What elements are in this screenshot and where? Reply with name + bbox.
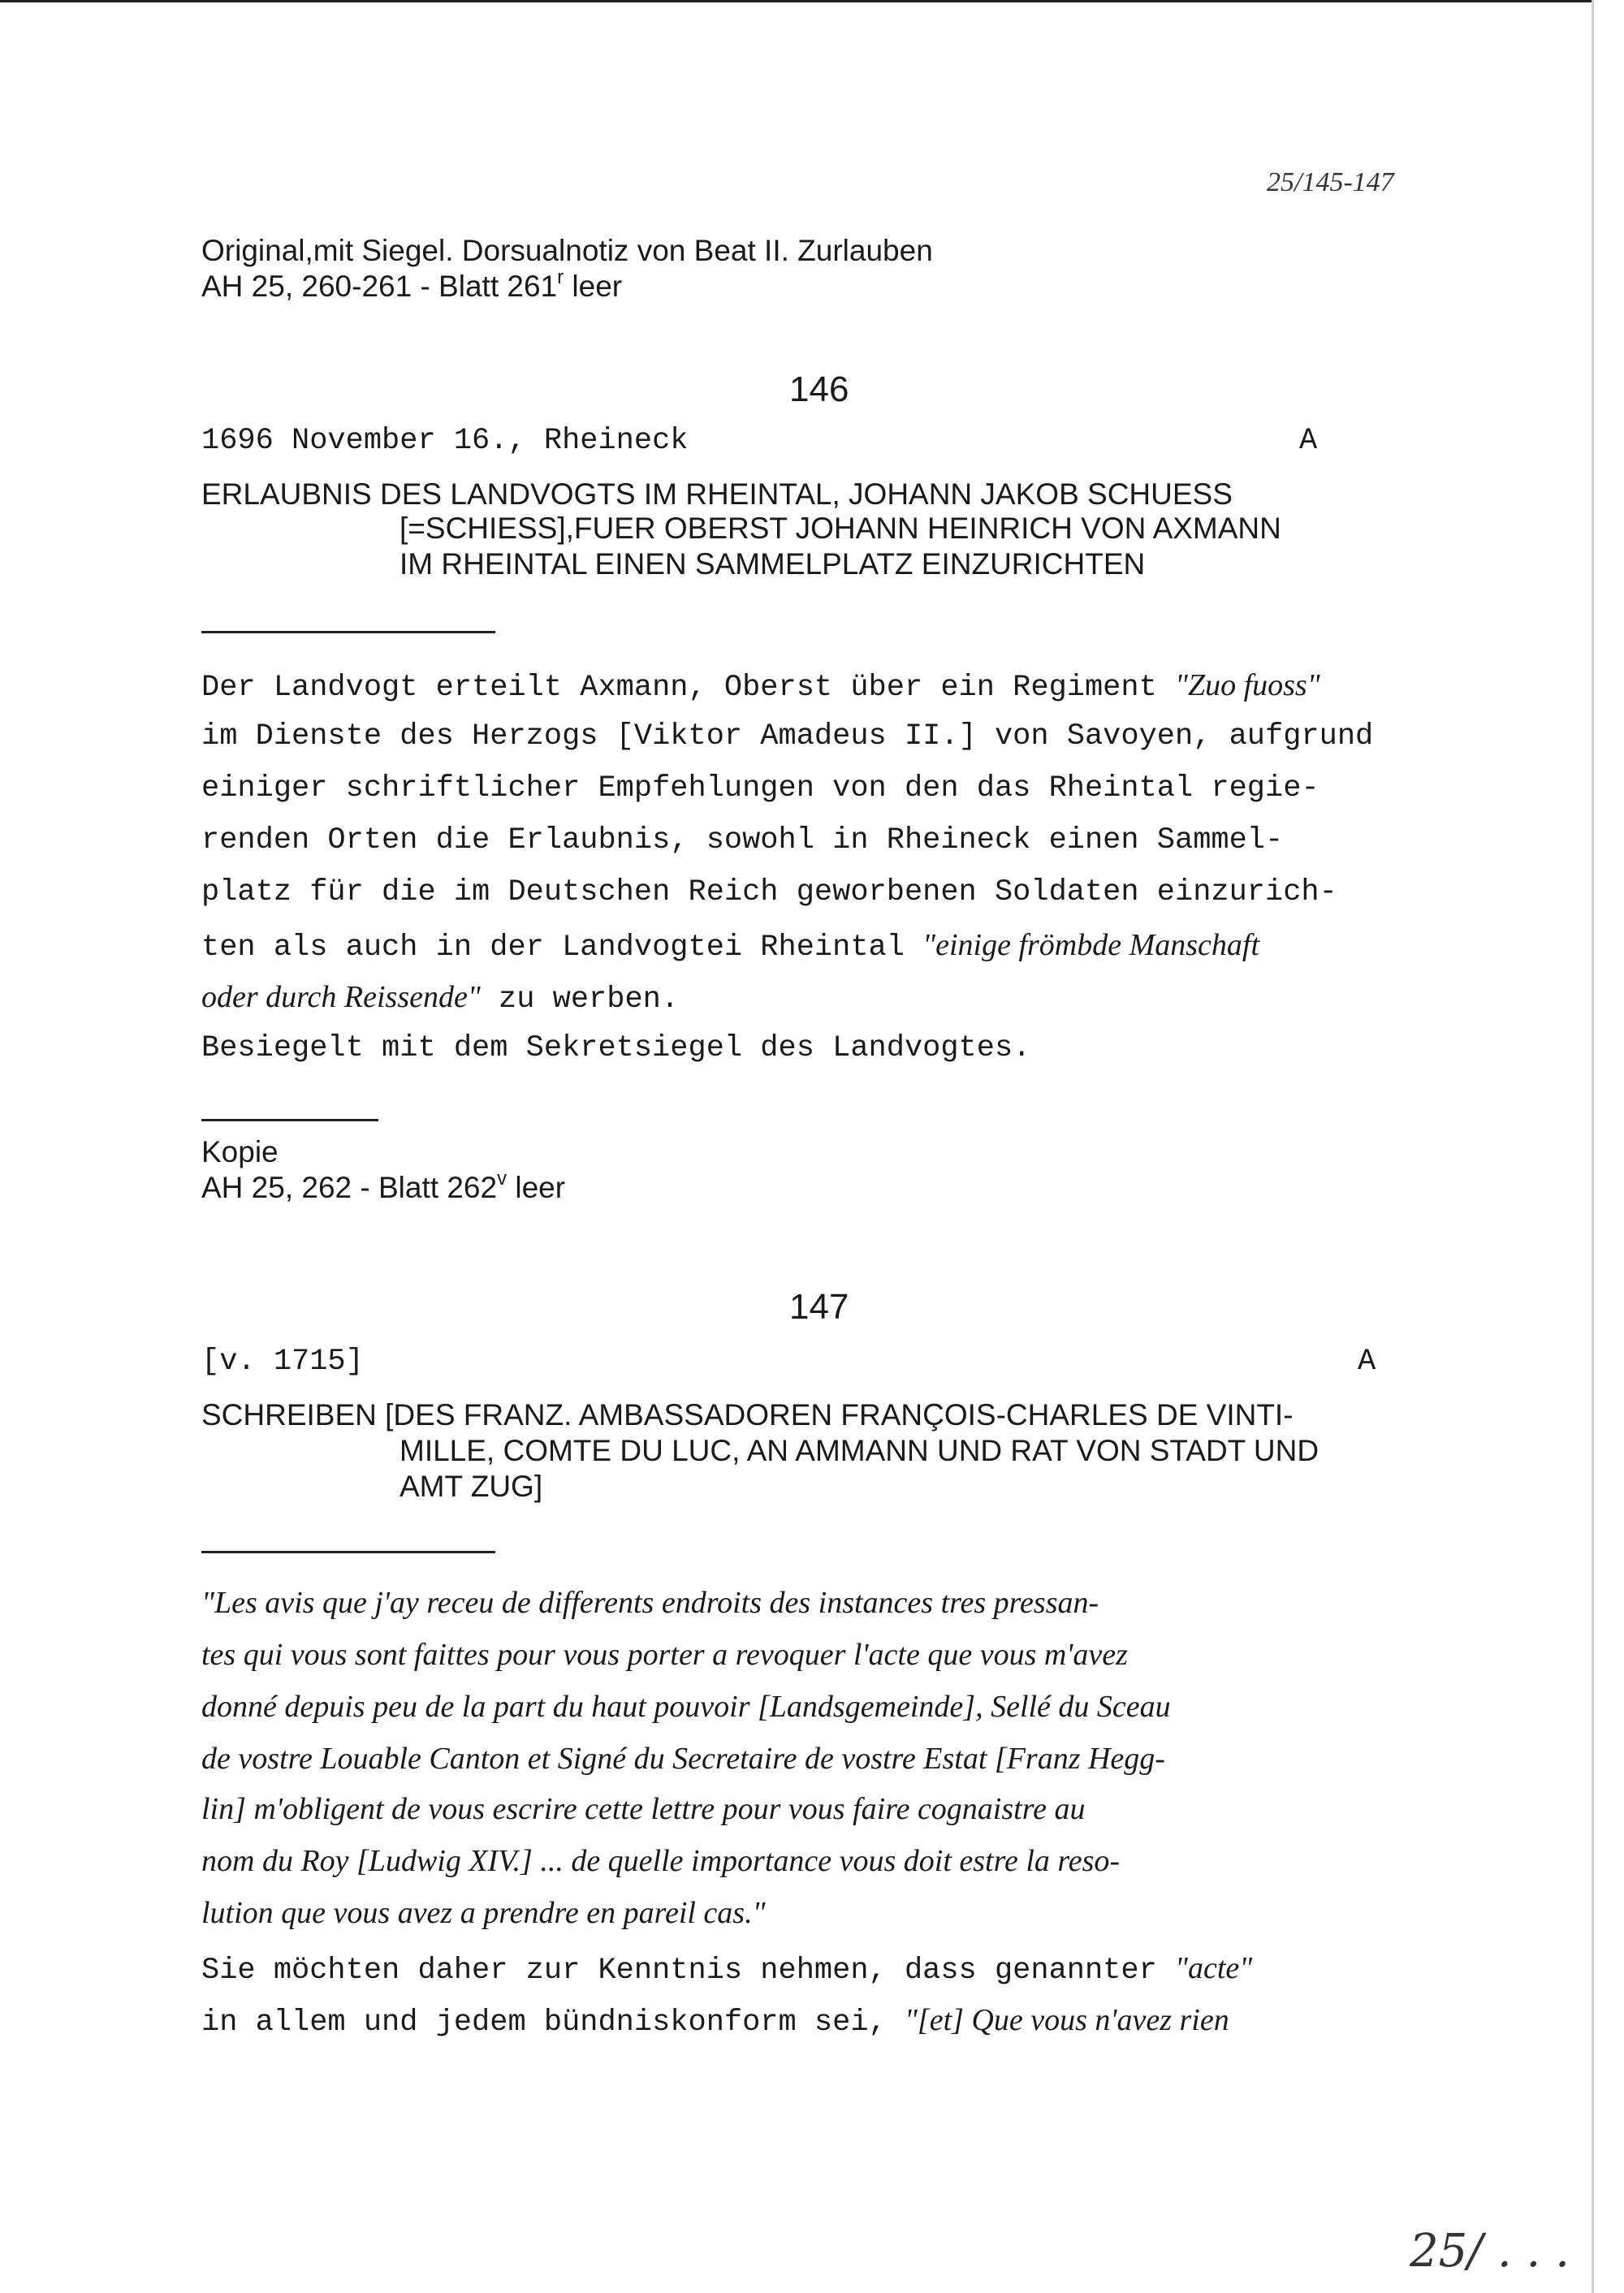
doc147-quote-line7: lution que vous avez a prendre en pareil cas." [201,1896,766,1930]
doc147-body-quote: "[et] Que vous n'avez rien [904,2003,1229,2037]
doc146-body-line1 [201,667,1320,705]
doc146-note-tail: leer [507,1171,566,1204]
prev-archive-ref: AH 25, 260-261 - Blatt 261 [201,270,558,303]
doc146-body-text: zu werben. [480,982,680,1017]
doc147-quote-line1: "Les avis que j'ay receu de differents endroits des instances tres pressan- [201,1586,1099,1620]
doc146-body-line8: Besiegelt mit dem Sekretsiegel des Landvogtes. [201,1031,1031,1065]
doc146-body-quote: oder durch Reissende" [201,980,481,1014]
doc147-body-line2 [201,2002,1229,2040]
doc146-body-line3: einiger schriftlicher Empfehlungen von den das Rheintal regie- [201,771,1320,805]
prev-archive-tail: leer [564,270,623,303]
doc146-title-line1: ERLAUBNIS DES LANDVOGTS IM RHEINTAL, JOHANN JAKOB SCHUESS [201,477,1233,511]
doc146-body-line7 [201,979,679,1017]
doc147-body-text: Sie möchten daher zur Kenntnis nehmen, dass genannter [201,1954,1175,1988]
doc147-title-line2: MILLE, COMTE DU LUC, AN AMMANN UND RAT VON STADT UND [400,1434,1320,1467]
doc147-title-line3: AMT ZUG] [400,1470,543,1503]
doc147-quote-line3: donné depuis peu de la part du haut pouvoir [Landsgemeinde], Sellé du Sceau [201,1690,1171,1724]
prev-archive-note-line2 [201,266,623,304]
doc146-body-quote: "einige frömbde Manschaft [922,928,1260,962]
doc147-separator [201,1551,495,1553]
doc147-quote-line4: de vostre Louable Canton et Signé du Secretaire de vostre Estat [Franz Hegg- [201,1742,1165,1776]
doc146-number: 146 [789,369,849,409]
doc147-quote-line6: nom du Roy [Ludwig XIV.] ... de quelle importance vous doit estre la reso- [201,1844,1121,1878]
top-border-line [0,0,1592,2]
doc146-title-line2: [=SCHIESS],FUER OBERST JOHANN HEINRICH VON AXMANN [400,512,1281,545]
doc146-separator [201,631,495,633]
doc146-note-separator [201,1119,378,1121]
doc146-note-line2 [201,1168,566,1205]
right-edge-line [1592,0,1594,2293]
doc146-note-ref: AH 25, 262 - Blatt 262 [201,1171,498,1204]
doc146-body-quote: "Zuo fuoss" [1175,668,1320,702]
doc147-body-quote: "acte" [1175,1951,1253,1985]
doc146-date: 1696 November 16., Rheineck [201,424,689,458]
prev-archive-note-line1: Original,mit Siegel. Dorsualnotiz von Beat II. Zurlauben [201,234,933,267]
doc146-body-line5: platz für die im Deutschen Reich geworbenen Soldaten einzurich- [201,875,1337,909]
handwritten-page-note: 25/ . . . [1410,2225,1570,2278]
doc146-body-line2: im Dienste des Herzogs [Viktor Amadeus II.] von Savoyen, aufgrund [201,719,1374,754]
doc146-note-line1: Kopie [201,1135,279,1168]
doc147-code: A [1358,1345,1376,1379]
doc146-body-line6 [201,927,1259,965]
prev-archive-sup: r [557,266,564,288]
doc146-body-text: Der Landvogt erteilt Axmann, Oberst über ein Regiment [201,671,1175,705]
doc146-title-line3: IM RHEINTAL EINEN SAMMELPLATZ EINZURICHTEN [400,547,1146,581]
doc146-body-text: ten als auch in der Landvogtei Rheintal [201,931,923,965]
doc146-body-line4: renden Orten die Erlaubnis, sowohl in Rheineck einen Sammel- [201,823,1284,857]
doc147-body-text: in allem und jedem bündniskonform sei, [201,2006,905,2040]
doc147-quote-line2: tes qui vous sont faittes pour vous porter a revoquer l'acte que vous m'avez [201,1638,1128,1672]
doc147-number: 147 [789,1287,849,1327]
page-reference-number: 25/145-147 [1267,167,1394,197]
doc147-body-line1 [201,1950,1252,1988]
doc146-code: A [1299,424,1318,458]
doc147-title-line1: SCHREIBEN [DES FRANZ. AMBASSADOREN FRANÇOIS-CHARLES DE VINTI- [201,1398,1294,1432]
doc146-note-sup: v [497,1168,508,1190]
doc147-quote-line5: lin] m'obligent de vous escrire cette lettre pour vous faire cognaistre au [201,1792,1086,1826]
doc147-date: [v. 1715] [201,1345,364,1379]
